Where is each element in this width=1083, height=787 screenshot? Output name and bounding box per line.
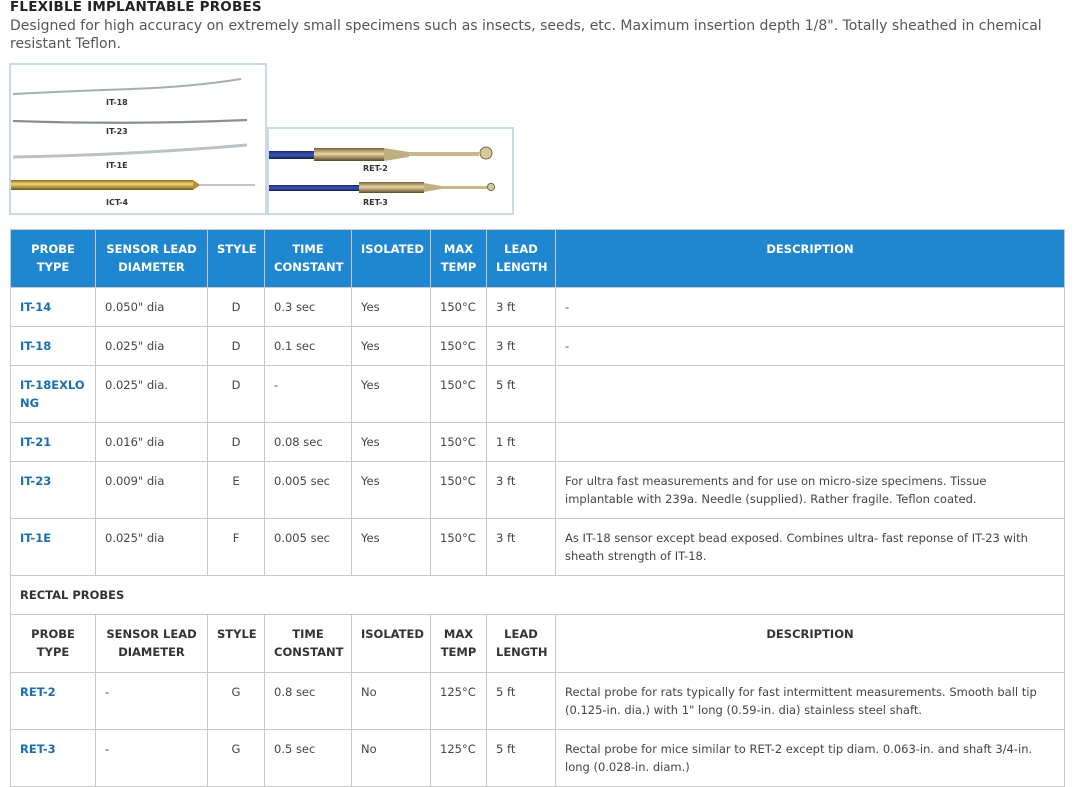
lead-length-cell: 3 ft	[487, 462, 556, 519]
implantable-probes-image	[9, 63, 267, 215]
isolated-cell: Yes	[352, 519, 431, 576]
table-row	[11, 327, 1065, 366]
style-cell: G	[208, 730, 265, 787]
style-cell: D	[208, 327, 265, 366]
max-temp-cell: 125°C	[431, 673, 487, 730]
probe-type-cell[interactable]: IT-21	[11, 423, 96, 462]
diameter-cell: -	[96, 673, 208, 730]
table-row	[11, 519, 1065, 576]
col-header-isolated: ISOLATED	[352, 230, 431, 288]
lead-length-cell: 5 ft	[487, 673, 556, 730]
diameter-cell: 0.025" dia.	[96, 366, 208, 423]
col-header-description: DESCRIPTION	[556, 230, 1065, 288]
col-header-max-temp: MAX TEMP	[431, 615, 487, 673]
description-cell: -	[556, 327, 1065, 366]
rectal-header-row	[11, 615, 1065, 673]
isolated-cell: Yes	[352, 366, 431, 423]
isolated-cell: Yes	[352, 327, 431, 366]
lead-length-cell: 1 ft	[487, 423, 556, 462]
max-temp-cell: 125°C	[431, 730, 487, 787]
lead-length-cell: 3 ft	[487, 288, 556, 327]
probe-label: IT-18	[106, 98, 128, 107]
description-cell: Rectal probe for mice similar to RET-2 except tip diam. 0.063-in. and shaft 3/4-in. long (0.028-in. diam.)	[556, 730, 1065, 787]
section-row-rectal	[11, 576, 1065, 615]
col-header-max-temp: MAX TEMP	[431, 230, 487, 288]
style-cell: D	[208, 366, 265, 423]
max-temp-cell: 150°C	[431, 462, 487, 519]
description-cell	[556, 423, 1065, 462]
time-constant-cell: -	[265, 366, 352, 423]
lead-length-cell: 5 ft	[487, 366, 556, 423]
max-temp-cell: 150°C	[431, 288, 487, 327]
col-header-isolated: ISOLATED	[352, 615, 431, 673]
max-temp-cell: 150°C	[431, 366, 487, 423]
isolated-cell: Yes	[352, 288, 431, 327]
style-cell: D	[208, 288, 265, 327]
diameter-cell: -	[96, 730, 208, 787]
col-header-probe-type: PROBE TYPE	[11, 230, 96, 288]
lead-length-cell: 3 ft	[487, 519, 556, 576]
lead-length-cell: 3 ft	[487, 327, 556, 366]
diameter-cell: 0.050" dia	[96, 288, 208, 327]
description-cell: -	[556, 288, 1065, 327]
max-temp-cell: 150°C	[431, 423, 487, 462]
rectal-probes-image	[267, 127, 514, 215]
description-cell: Rectal probe for rats typically for fast intermittent measurements. Smooth ball tip (0.125-in. dia.) with 1" long (0.59-in. dia) stainless steel shaft.	[556, 673, 1065, 730]
max-temp-cell: 150°C	[431, 519, 487, 576]
probe-type-cell[interactable]: IT-18EXLONG	[11, 366, 96, 423]
col-header-style: STYLE	[208, 230, 265, 288]
probe-type-cell[interactable]: IT-1E	[11, 519, 96, 576]
time-constant-cell: 0.3 sec	[265, 288, 352, 327]
style-cell: F	[208, 519, 265, 576]
diameter-cell: 0.009" dia	[96, 462, 208, 519]
isolated-cell: Yes	[352, 462, 431, 519]
probe-type-cell[interactable]: RET-3	[11, 730, 96, 787]
time-constant-cell: 0.08 sec	[265, 423, 352, 462]
table-row	[11, 673, 1065, 730]
probe-label: ICT-4	[106, 198, 129, 207]
col-header-time-constant: TIME CONSTANT	[265, 230, 352, 288]
probe-type-cell[interactable]: IT-18	[11, 327, 96, 366]
probe-label: RET-2	[363, 164, 388, 173]
page-title: FLEXIBLE IMPLANTABLE PROBES	[10, 0, 262, 15]
table-row	[11, 366, 1065, 423]
diameter-cell: 0.025" dia	[96, 327, 208, 366]
isolated-cell: No	[352, 673, 431, 730]
time-constant-cell: 0.5 sec	[265, 730, 352, 787]
time-constant-cell: 0.8 sec	[265, 673, 352, 730]
table-row	[11, 462, 1065, 519]
time-constant-cell: 0.005 sec	[265, 462, 352, 519]
probe-type-cell[interactable]: IT-23	[11, 462, 96, 519]
description-cell: As IT-18 sensor except bead exposed. Combines ultra- fast reponse of IT-23 with sheath strength of IT-18.	[556, 519, 1065, 576]
col-header-time-constant: TIME CONSTANT	[265, 615, 352, 673]
table-row	[11, 730, 1065, 787]
col-header-probe-type: PROBE TYPE	[11, 615, 96, 673]
isolated-cell: Yes	[352, 423, 431, 462]
style-cell: D	[208, 423, 265, 462]
table-row	[11, 423, 1065, 462]
col-header-sensor-lead-diameter: SENSOR LEAD DIAMETER	[96, 615, 208, 673]
diameter-cell: 0.025" dia	[96, 519, 208, 576]
probe-label: IT-23	[106, 127, 128, 136]
intro-text: Designed for high accuracy on extremely small specimens such as insects, seeds, etc. Maximum insertion depth 1/8". Totally sheathed in chemical resistant Teflon.	[10, 18, 1042, 52]
col-header-lead-length: LEAD LENGTH	[487, 615, 556, 673]
description-cell	[556, 366, 1065, 423]
diameter-cell: 0.016" dia	[96, 423, 208, 462]
probe-type-cell[interactable]: IT-14	[11, 288, 96, 327]
probe-type-cell[interactable]: RET-2	[11, 673, 96, 730]
table-header-row	[11, 230, 1065, 288]
col-header-lead-length: LEAD LENGTH	[487, 230, 556, 288]
lead-length-cell: 5 ft	[487, 730, 556, 787]
time-constant-cell: 0.1 sec	[265, 327, 352, 366]
isolated-cell: No	[352, 730, 431, 787]
col-header-sensor-lead-diameter: SENSOR LEAD DIAMETER	[96, 230, 208, 288]
time-constant-cell: 0.005 sec	[265, 519, 352, 576]
probe-specs-table	[10, 229, 1065, 787]
description-cell: For ultra fast measurements and for use on micro-size specimens. Tissue implantable with 239a. Needle (supplied). Rather fragile. Teflon coated.	[556, 462, 1065, 519]
col-header-description: DESCRIPTION	[556, 615, 1065, 673]
col-header-style: STYLE	[208, 615, 265, 673]
max-temp-cell: 150°C	[431, 327, 487, 366]
table-row	[11, 288, 1065, 327]
probe-label: RET-3	[363, 198, 388, 207]
probe-label: IT-1E	[106, 161, 128, 170]
style-cell: E	[208, 462, 265, 519]
style-cell: G	[208, 673, 265, 730]
section-title: RECTAL PROBES	[11, 576, 1065, 615]
